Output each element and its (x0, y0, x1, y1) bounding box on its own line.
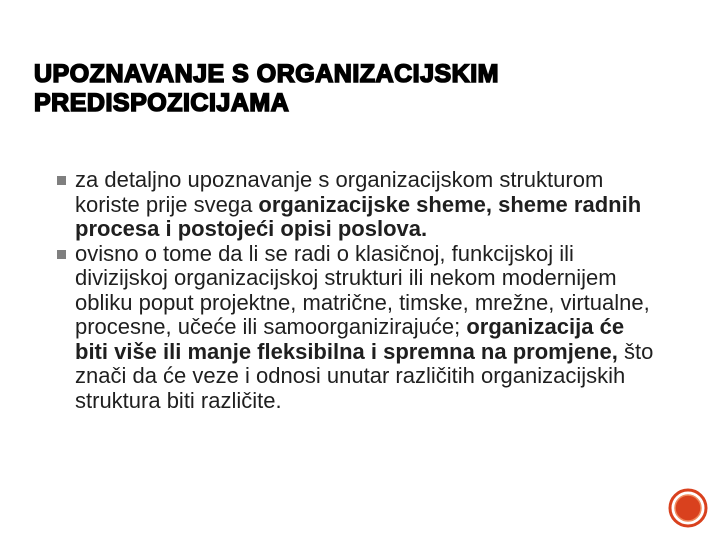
bullet-item-1 (55, 168, 655, 242)
square-bullet-icon (57, 176, 66, 185)
bullet-list (55, 168, 655, 413)
bullet-1-bold-text: organizacijske sheme, sheme radnih procesa i postojeći opisi poslova. (75, 191, 642, 241)
bullet-2-text-after: što znači da će veze i odnosi unutar različitih organizacijskih struktura biti različite. (75, 338, 654, 413)
bullet-item-2 (55, 242, 655, 414)
bullet-2-text: ovisno o tome da li se radi o klasičnoj, funkcijskoj ili divizijskoj organizacijskoj strukturi ili nekom modernijem obliku poput projektne, matrične, timske, mrežne, virtualne, procesne, učeće ili samoorganizirajuće; (75, 240, 650, 339)
ring-logo-icon (667, 487, 709, 529)
title-line-2: PREDISPOZICIJAMA (34, 89, 290, 117)
bullet-1-text: za detaljno upoznavanje s organizacijskom strukturom koriste prije svega (75, 167, 604, 217)
slide-title (34, 60, 674, 118)
square-bullet-icon (57, 250, 66, 259)
title-line-1: UPOZNAVANJE S ORGANIZACIJSKIM (34, 60, 500, 88)
bullet-2-bold-text: organizacija će biti više ili manje fleksibilna i spremna na promjene, (75, 314, 625, 364)
